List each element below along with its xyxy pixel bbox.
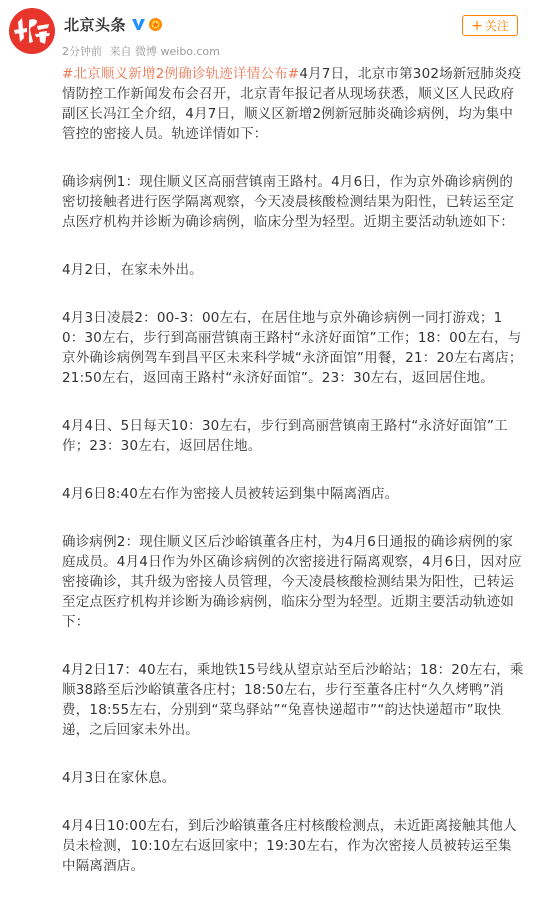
post-paragraph: 4月3日在家休息。 xyxy=(62,770,176,786)
post-paragraph: 4月4日10:00左右，到后沙峪镇董各庄村核酸检测点，未近距离接触其他人员未检测，10:10左右返回家中；19:30左右，作为次密接人员被转运至集中隔离酒店。 xyxy=(62,818,517,874)
beiqing-logo-icon xyxy=(9,8,55,54)
follow-label: 关注 xyxy=(484,19,509,33)
post-source[interactable]: 来自 微博 weibo.com xyxy=(109,45,220,58)
post-paragraph: 4月2日，在家未外出。 xyxy=(62,262,203,278)
medal-icon xyxy=(148,17,163,32)
post-paragraph: 4月3日凌晨2：00-3：00左右，在居住地与京外确诊病例一同打游戏；10：30左右，步行到高丽营镇南王路村“永济好面馆”工作；18：00左右，与京外确诊病例驾车到昌平区未来科学城“永济面馆”用餐，21：20左右离店；21:50左右，返回南王路村“永济好面馆”。23：30左右，返回居住地。 xyxy=(62,310,523,386)
post-header xyxy=(0,0,540,64)
name-row xyxy=(64,14,163,34)
paragraph-text: 4月7日，北京市第302场新冠肺炎疫情防控工作新闻发布会召开，北京青年报记者从现场获悉，顺义区人民政府副区长冯江全介绍，4月7日，顺义区新增2例新冠肺炎确诊病例，均为集中管控的密接人员。轨迹详情如下： xyxy=(62,66,522,142)
follow-button[interactable] xyxy=(462,15,518,36)
post-paragraph: 4月6日8:40左右作为密接人员被转运到集中隔离酒店。 xyxy=(62,486,399,502)
avatar[interactable] xyxy=(9,8,55,54)
verified-v-icon xyxy=(131,17,146,32)
hashtag-link[interactable]: #北京顺义新增2例确诊轨迹详情公布# xyxy=(62,66,300,82)
post-paragraph: 确诊病例1：现住顺义区高丽营镇南王路村。4月6日，作为京外确诊病例的密切接触者进行医学隔离观察，今天凌晨核酸检测结果为阳性，已转运至定点医疗机构并诊断为确诊病例，临床分型为轻型。近期主要活动轨迹如下： xyxy=(62,174,515,230)
post-paragraph: 确诊病例2：现住顺义区后沙峪镇董各庄村，为4月6日通报的确诊病例的家庭成员。4月4日作为外区确诊病例的次密接进行隔离观察，4月6日，因对应密接确诊，其升级为密接人员管理，今天凌晨核酸检测结果为阳性，已转运至定点医疗机构并诊断为确诊病例，临床分型为轻型。近期主要活动轨迹如下： xyxy=(62,534,522,630)
plus-icon: + xyxy=(471,17,483,34)
post-paragraph: 4月4日、5日每天10：30左右，步行到高丽营镇南王路村“永济好面馆”工作；23：30左右，返回居住地。 xyxy=(62,418,508,454)
post-time: 2分钟前 xyxy=(62,45,102,58)
post-paragraph: 4月2日17：40左右，乘地铁15号线从望京站至后沙峪站；18：20左右，乘顺38路至后沙峪镇董各庄村；18:50左右，步行至董各庄村“久久烤鸭”消费，18:55左右，分别到“菜鸟驿站”“兔喜快递超市”“韵达快递超市”取快递，之后回家未外出。 xyxy=(62,662,524,738)
post-body xyxy=(62,64,524,904)
post-paragraph xyxy=(62,64,524,144)
account-name[interactable]: 北京头条 xyxy=(64,15,127,34)
post-meta xyxy=(62,43,224,59)
